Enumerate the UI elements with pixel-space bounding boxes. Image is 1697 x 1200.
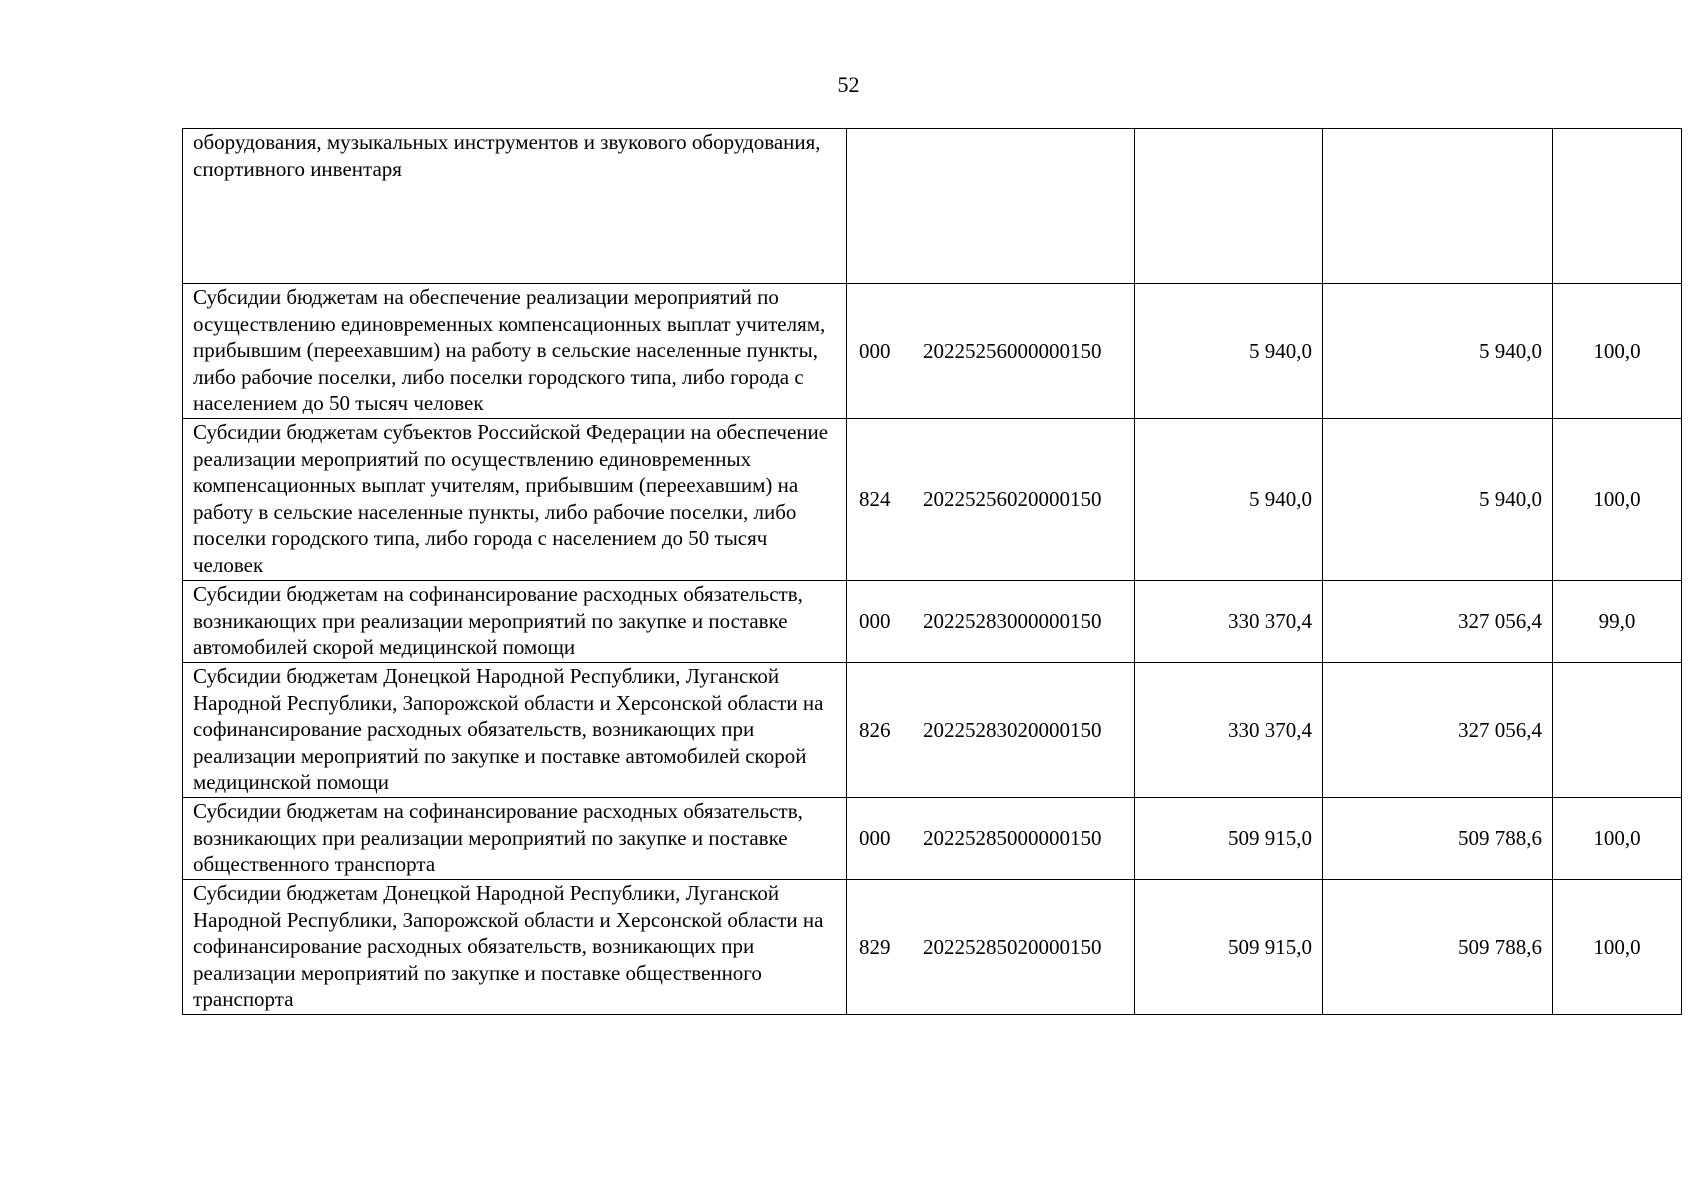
row-name-cell: Субсидии бюджетам субъектов Российской Федерации на обеспечение реализации мероприятий по осуществлению единовременных компенсационных выплат учителям, прибывшим (переехавшим) на работу в сельские населенные пункты, либо рабочие поселки, либо поселки городского типа, либо города с населением до 50 тысяч человек bbox=[183, 419, 847, 581]
table-row bbox=[183, 419, 1682, 581]
kbk-code: 20225283000000150 bbox=[923, 609, 1102, 634]
kbk-code: 20225285000000150 bbox=[923, 826, 1102, 851]
plan-value: 5 940,0 bbox=[1135, 284, 1323, 419]
row-code-cell bbox=[847, 284, 1135, 419]
table-row bbox=[183, 663, 1682, 798]
percent-value: 100,0 bbox=[1553, 880, 1682, 1015]
row-code-cell bbox=[847, 663, 1135, 798]
row-name-cell: Субсидии бюджетам на обеспечение реализации мероприятий по осуществлению единовременных компенсационных выплат учителям, прибывшим (переехавшим) на работу в сельские населенные пункты, либо рабочие поселки, либо поселки городского типа, либо города с населением до 50 тысяч человек bbox=[183, 284, 847, 419]
fact-value: 5 940,0 bbox=[1323, 419, 1553, 581]
table-row bbox=[183, 581, 1682, 663]
admin-code: 826 bbox=[859, 717, 891, 742]
row-code-cell bbox=[847, 798, 1135, 880]
admin-code: 829 bbox=[859, 934, 891, 959]
table-row bbox=[183, 284, 1682, 419]
kbk-code: 20225256000000150 bbox=[923, 338, 1102, 363]
admin-code: 000 bbox=[859, 826, 891, 851]
percent-value: 100,0 bbox=[1553, 284, 1682, 419]
plan-value: 5 940,0 bbox=[1135, 419, 1323, 581]
kbk-code: 20225283020000150 bbox=[923, 717, 1102, 742]
fact-value: 327 056,4 bbox=[1323, 581, 1553, 663]
percent-value: 99,0 bbox=[1553, 581, 1682, 663]
row-code-cell bbox=[847, 581, 1135, 663]
row-name-cell: Субсидии бюджетам Донецкой Народной Республики, Луганской Народной Республики, Запорожской области и Херсонской области на софинансирование расходных обязательств, возникающих при реализации мероприятий по закупке и поставке общественного транспорта bbox=[183, 880, 847, 1015]
row-code-cell bbox=[847, 129, 1135, 284]
fact-value: 509 788,6 bbox=[1323, 798, 1553, 880]
plan-value: 330 370,4 bbox=[1135, 581, 1323, 663]
kbk-code: 20225285020000150 bbox=[923, 934, 1102, 959]
admin-code: 824 bbox=[859, 487, 891, 512]
admin-code: 000 bbox=[859, 609, 891, 634]
percent-value bbox=[1553, 129, 1682, 284]
plan-value: 330 370,4 bbox=[1135, 663, 1323, 798]
fact-value: 509 788,6 bbox=[1323, 880, 1553, 1015]
kbk-code: 20225256020000150 bbox=[923, 487, 1102, 512]
admin-code: 000 bbox=[859, 338, 891, 363]
plan-value: 509 915,0 bbox=[1135, 880, 1323, 1015]
row-name-cell: Субсидии бюджетам Донецкой Народной Республики, Луганской Народной Республики, Запорожской области и Херсонской области на софинансирование расходных обязательств, возникающих при реализации мероприятий по закупке и поставке автомобилей скорой медицинской помощи bbox=[183, 663, 847, 798]
table-row bbox=[183, 880, 1682, 1015]
percent-value bbox=[1553, 663, 1682, 798]
row-name-cell: Субсидии бюджетам на софинансирование расходных обязательств, возникающих при реализации мероприятий по закупке и поставке общественного транспорта bbox=[183, 798, 847, 880]
plan-value: 509 915,0 bbox=[1135, 798, 1323, 880]
row-name-cell: Субсидии бюджетам на софинансирование расходных обязательств, возникающих при реализации мероприятий по закупке и поставке автомобилей скорой медицинской помощи bbox=[183, 581, 847, 663]
fact-value: 327 056,4 bbox=[1323, 663, 1553, 798]
budget-table bbox=[182, 128, 1682, 1015]
row-name-cell: оборудования, музыкальных инструментов и звукового оборудования, спортивного инвентаря bbox=[183, 129, 847, 284]
table-row bbox=[183, 798, 1682, 880]
percent-value: 100,0 bbox=[1553, 419, 1682, 581]
page-number: 52 bbox=[837, 72, 860, 97]
fact-value bbox=[1323, 129, 1553, 284]
row-code-cell bbox=[847, 419, 1135, 581]
row-code-cell bbox=[847, 880, 1135, 1015]
percent-value: 100,0 bbox=[1553, 798, 1682, 880]
fact-value: 5 940,0 bbox=[1323, 284, 1553, 419]
table-row bbox=[183, 129, 1682, 284]
plan-value bbox=[1135, 129, 1323, 284]
